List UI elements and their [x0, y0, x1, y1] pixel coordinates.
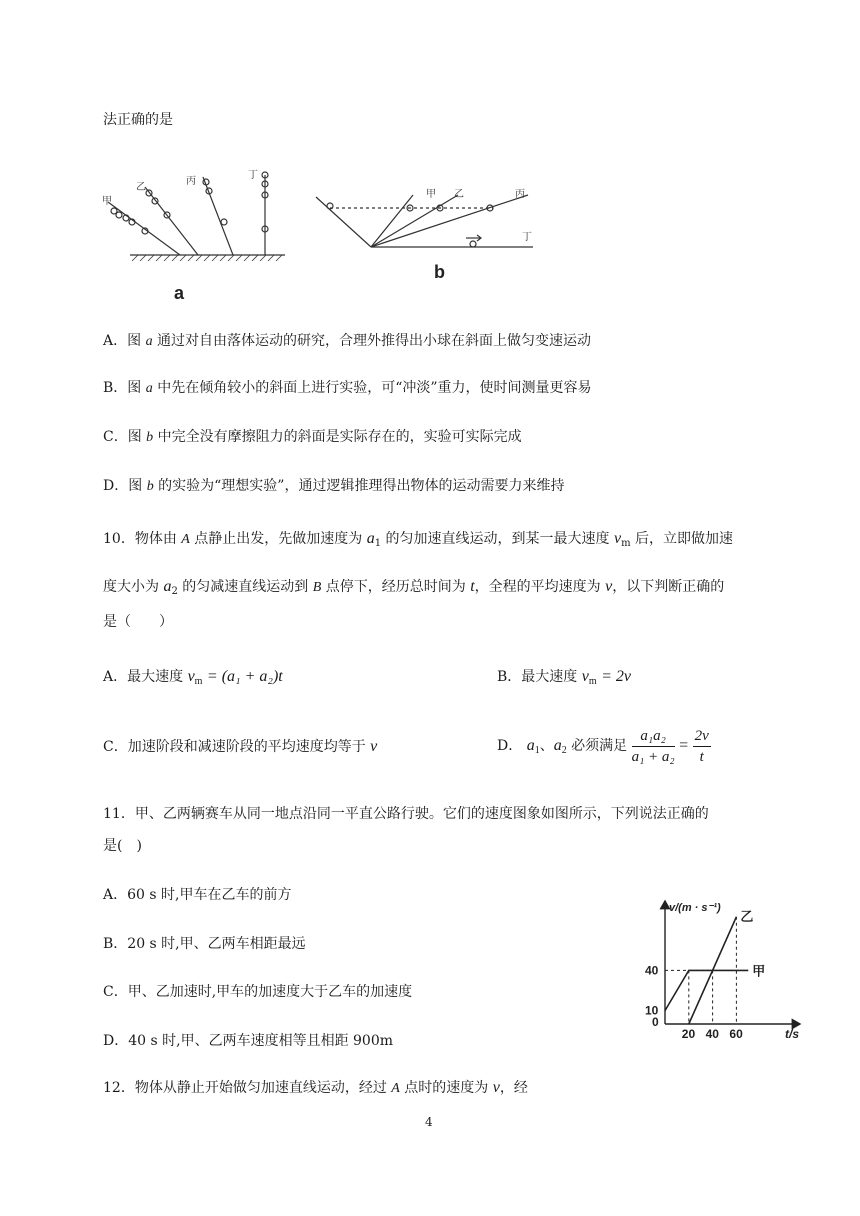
intro-line: 法正确的是 [103, 112, 173, 128]
figure-b [308, 175, 538, 285]
q10-option-b: B．最大速度 $v_m = 2v$ [497, 668, 631, 687]
series-label-0: 甲 [752, 963, 766, 979]
q11-line-2: 是( ) [103, 838, 142, 854]
q10-line-2: 度大小为 $a_2$ 的匀减速直线运动到 B 点停下，经历总时间为 t，全程的平均速度为 v，以下判断正确的 [103, 578, 725, 597]
q11-option-b: B．20 s 时,甲、乙两车相距最远 [103, 936, 306, 952]
q10-option-d: D． $a_1$、$a_2$ 必须满足 $\frac{\text{a₁a₂}}{\text{a₁ + a₂}}$ = $\frac{2v}{t}$ [497, 727, 709, 765]
y-axis-label: v/(m · s⁻¹) [669, 902, 721, 914]
q9-option-d: D．图 b 的实验为“理想实验”，通过逻辑推理得出物体的运动需要力来维持 [103, 478, 565, 494]
q10-option-c: C．加速阶段和减速阶段的平均速度均等于 v [103, 738, 378, 755]
velocity-time-chart [640, 895, 812, 1045]
series-label-1: 乙 [740, 908, 754, 924]
x-tick-60: 60 [729, 1027, 743, 1041]
y-tick-40: 40 [645, 963, 659, 978]
figure-a-label-yi: 乙 [136, 182, 146, 193]
figure-a-label-jia: 甲 [102, 196, 112, 207]
figure-b-caption: b [434, 262, 445, 282]
figure-a-label-bing: 丙 [186, 176, 196, 187]
q10-option-a: A．最大速度 $v_m = (a_1 + a_2)t$ [103, 668, 283, 687]
q9-option-a: A．图 a 通过对自由落体运动的研究，合理外推得出小球在斜面上做匀变速运动 [103, 333, 592, 349]
q10-line-1: 10．物体由 A 点静止出发，先做加速度为 $a_1$ 的匀加速直线运动，到某一最大速度 $v_m$ 后，立即做加速 [103, 530, 734, 549]
series-line-0 [665, 970, 748, 1010]
page-number: 4 [425, 1115, 433, 1129]
q10-line-3: 是（ ） [103, 614, 173, 630]
q11-option-d: D．40 s 时,甲、乙两车速度相等且相距 900m [103, 1033, 394, 1049]
figure-b-label-bing: 丙 [515, 189, 525, 200]
q9-option-b: B．图 a 中先在倾角较小的斜面上进行实验，可“冲淡”重力，使时间测量更容易 [103, 380, 592, 396]
figure-b-label-jia: 甲 [426, 189, 436, 200]
figure-a [100, 165, 290, 305]
figure-a-caption: a [174, 283, 185, 303]
x-tick-40: 40 [705, 1027, 719, 1041]
x-axis-label: t/s [785, 1027, 800, 1041]
x-tick-20: 20 [681, 1027, 696, 1041]
figure-b-label-ding: 丁 [522, 232, 532, 243]
figure-b-label-yi: 乙 [454, 189, 464, 200]
fraction-right: $\frac{2v}{t}$ [694, 727, 709, 765]
q12-line-1: 12．物体从静止开始做匀加速直线运动，经过 A 点时的速度为 v，经 [103, 1079, 528, 1096]
q9-option-c: C．图 b 中完全没有摩擦阻力的斜面是实际存在的，实验可实际完成 [103, 429, 522, 445]
q11-option-c: C．甲、乙加速时,甲车的加速度大于乙车的加速度 [103, 984, 413, 1000]
fraction-left: $\frac{\text{a₁a₂}}{\text{a₁ + a₂}}$ [631, 727, 675, 765]
y-tick-10: 10 [645, 1003, 659, 1018]
y-tick-0: 0 [652, 1015, 659, 1029]
figure-a-label-ding: 丁 [248, 170, 258, 181]
q11-option-a: A．60 s 时,甲车在乙车的前方 [103, 887, 292, 903]
q11-line-1: 11．甲、乙两辆赛车从同一地点沿同一平直公路行驶。它们的速度图象如图所示，下列说法正确的 [103, 806, 709, 822]
